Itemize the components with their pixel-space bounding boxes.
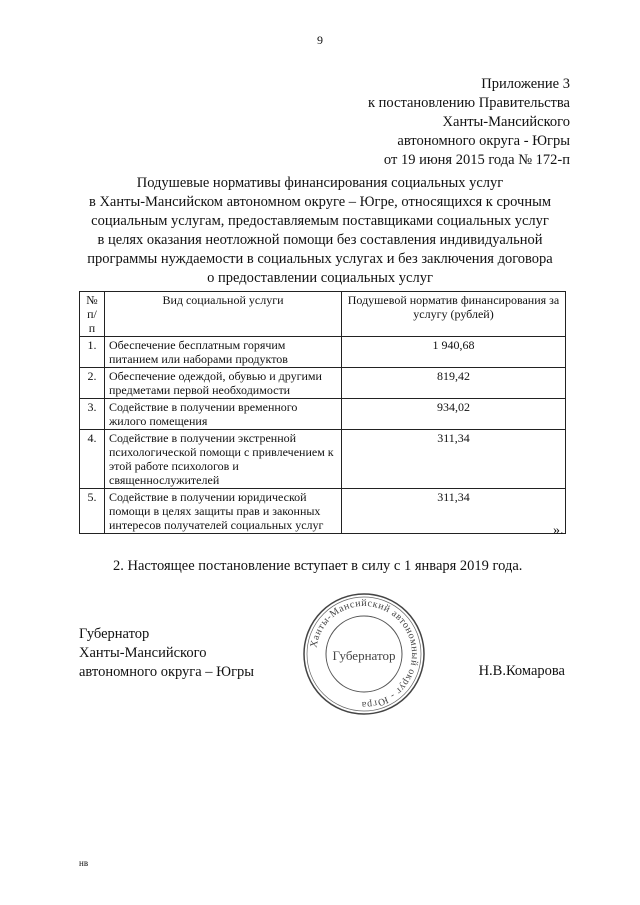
appendix-line: Ханты-Мансийского xyxy=(442,114,570,130)
table-row xyxy=(80,399,566,430)
title-line: в Ханты-Мансийском автономном округе – Югре, относящихся к срочным xyxy=(88,194,551,210)
signer-position-line: Ханты-Мансийского xyxy=(79,645,207,661)
header-norm: Подушевой норматив финансирования за услугу (рублей) xyxy=(342,292,566,337)
signer-position-line: Губернатор xyxy=(79,626,150,642)
row-service: Обеспечение бесплатным горячим питанием или наборами продуктов xyxy=(105,337,342,368)
norms-table xyxy=(79,291,566,534)
table-row xyxy=(80,430,566,489)
seal-center-text: Губернатор xyxy=(332,648,396,663)
official-seal-stamp xyxy=(300,590,428,718)
title-line: социальным услугам, предоставляемым поставщиками социальных услуг xyxy=(91,213,549,229)
seal-ring-text: Ханты-Мансийский автономный округ - Югра xyxy=(308,597,421,711)
row-num: 3. xyxy=(80,399,105,430)
signer-position xyxy=(79,625,299,682)
row-value: 819,42 xyxy=(342,368,566,399)
footer-initials: нв xyxy=(79,858,89,868)
row-value: 311,34 xyxy=(342,430,566,489)
page-number: 9 xyxy=(317,33,323,47)
row-value: 1 940,68 xyxy=(342,337,566,368)
title-line: Подушевые нормативы финансирования социальных услуг xyxy=(136,175,504,191)
row-value: 311,34 xyxy=(342,489,566,534)
row-service: Содействие в получении юридической помощи в целях защиты прав и законных интересов получателей социальных услуг xyxy=(105,489,342,534)
title-line: в целях оказания неотложной помощи без составления индивидуальной xyxy=(97,232,543,248)
table-row xyxy=(80,337,566,368)
table-header-row xyxy=(80,292,566,337)
row-num: 1. xyxy=(80,337,105,368)
row-num: 2. xyxy=(80,368,105,399)
signer-position-line: автономного округа – Югры xyxy=(79,664,255,680)
closing-quote: ». xyxy=(553,523,564,538)
title-line: о предоставлении социальных услуг xyxy=(207,270,433,286)
table-row xyxy=(80,489,566,534)
appendix-header xyxy=(250,75,570,170)
row-num: 4. xyxy=(80,430,105,489)
appendix-line: к постановлению Правительства xyxy=(368,95,570,111)
appendix-line: Приложение 3 xyxy=(481,76,570,92)
signer-name: Н.В.Комарова xyxy=(478,663,565,679)
effective-date-clause: 2. Настоящее постановление вступает в силу с 1 января 2019 года. xyxy=(113,558,523,574)
title-line: программы нуждаемости в социальных услугах и без заключения договора xyxy=(87,251,553,267)
appendix-line: от 19 июня 2015 года № 172-п xyxy=(383,152,570,168)
document-title xyxy=(60,174,580,288)
header-num: № п/п xyxy=(80,292,105,337)
row-service: Содействие в получении экстренной психологической помощи с привлечением к этой работе психологов и священнослужителей xyxy=(105,430,342,489)
row-value: 934,02 xyxy=(342,399,566,430)
appendix-line: автономного округа - Югры xyxy=(397,133,570,149)
table-row xyxy=(80,368,566,399)
row-service: Обеспечение одеждой, обувью и другими предметами первой необходимости xyxy=(105,368,342,399)
row-service: Содействие в получении временного жилого помещения xyxy=(105,399,342,430)
header-service: Вид социальной услуги xyxy=(105,292,342,337)
row-num: 5. xyxy=(80,489,105,534)
